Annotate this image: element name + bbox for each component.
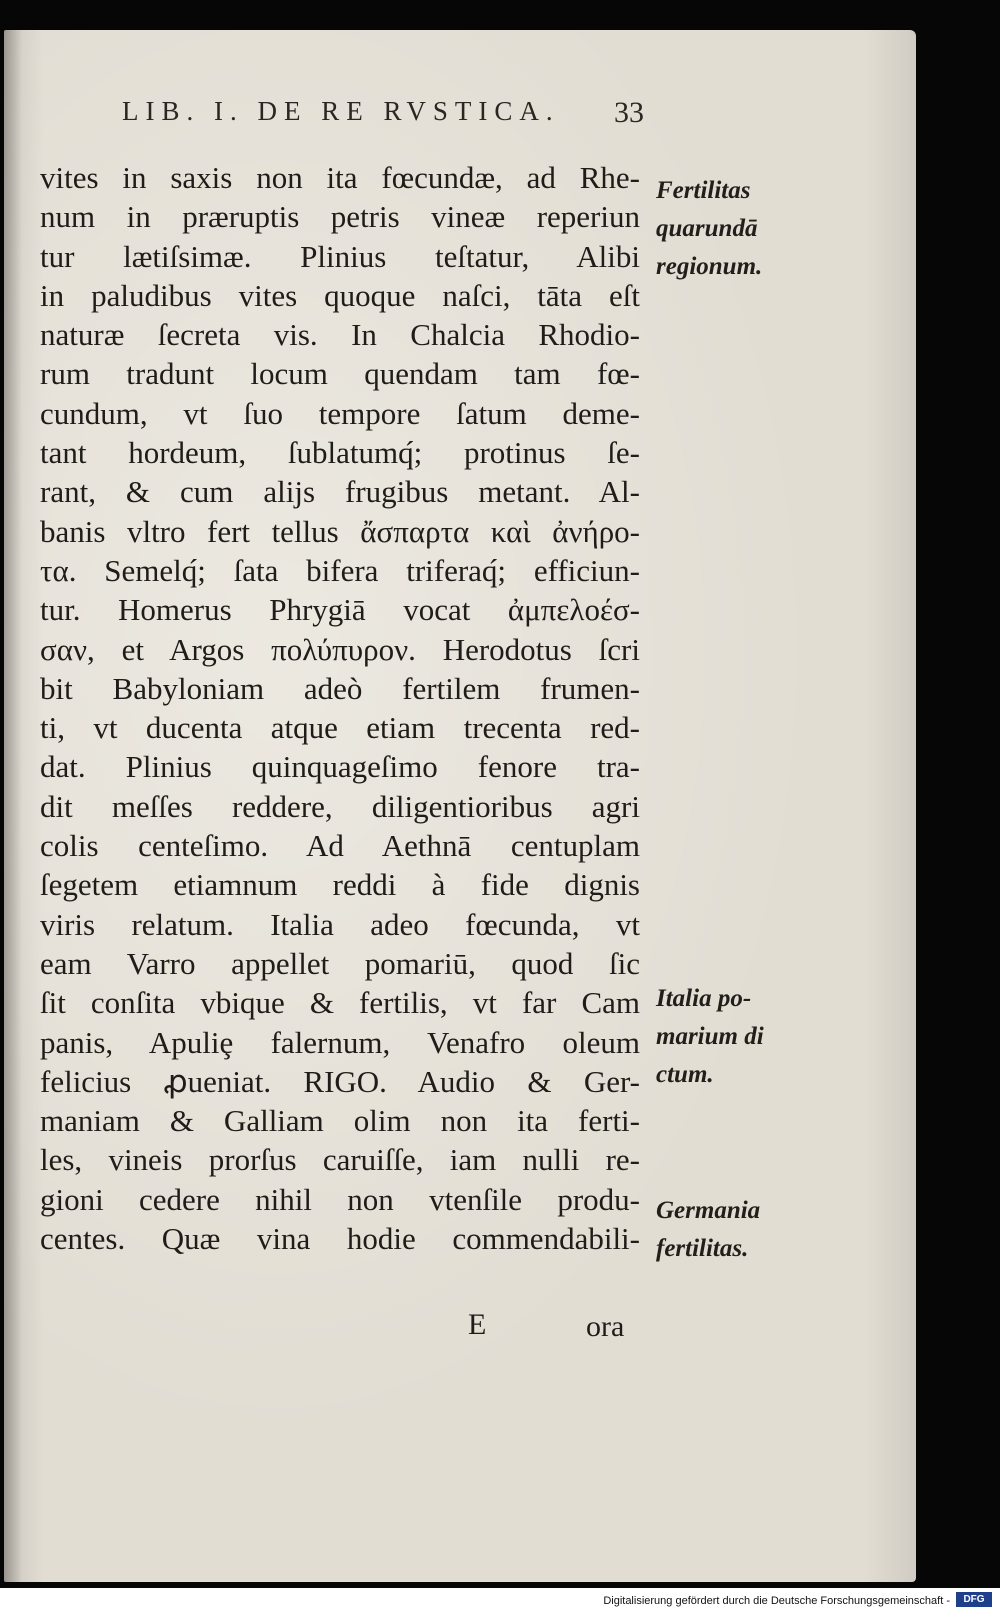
- dfg-logo[interactable]: DFG: [956, 1592, 992, 1607]
- text-line: vites in saxis non ita fœcundæ, ad Rhe-: [40, 160, 640, 195]
- text-line: ti, vt ducenta atque etiam trecenta red-: [40, 710, 640, 746]
- margin-note-italia: [656, 980, 764, 1094]
- signature-mark: E: [468, 1308, 487, 1341]
- text-line: les, vineis prorſus caruiſſe, iam nulli re-: [40, 1142, 640, 1178]
- margin-note-line: Fertilitas: [656, 177, 751, 204]
- text-line: banis vltro fert tellus ἄσπαρτα καὶ ἀνήρο-: [40, 513, 640, 549]
- margin-note-line: regionum.: [656, 253, 763, 280]
- gutter-shadow: [4, 30, 22, 1582]
- text-line: rum tradunt locum quendam tam fœ-: [40, 356, 640, 392]
- text-line: tant hordeum, ſublatumq́; protinus ſe-: [40, 435, 640, 471]
- text-line: naturæ ſecreta vis. In Chalcia Rhodio-: [40, 317, 640, 353]
- text-line: panis, Apuliȩ falernum, Venafro oleum: [40, 1024, 640, 1060]
- margin-note-line: ctum.: [656, 1061, 714, 1088]
- text-line: bit Babyloniam adeò fertilem frumen-: [40, 670, 640, 706]
- text-line: σαν, et Argos πολύπυρον. Herodotus ſcri: [40, 631, 640, 667]
- text-line: eam Varro appellet pomariū, quod ſic: [40, 945, 640, 981]
- text-line: viris relatum. Italia adeo fœcunda, vt: [40, 906, 640, 942]
- page-number: 33: [614, 96, 644, 129]
- text-line: cundum, vt ſuo tempore ſatum deme-: [40, 395, 640, 431]
- text-line: ſit conſita vbique & fertilis, vt far Cam: [40, 985, 640, 1021]
- credit-bar: [0, 1588, 1000, 1610]
- text-line: τα. Semelq́; ſata bifera triferaq́; efficiun-: [40, 552, 640, 588]
- margin-note-germania: [656, 1192, 760, 1268]
- catchword: ora: [586, 1310, 625, 1343]
- margin-note-line: marium di: [656, 1023, 764, 1050]
- margin-note-line: Germania: [656, 1197, 761, 1224]
- margin-note-line: quarundā: [656, 215, 758, 242]
- text-line: dat. Plinius quinquageſimo fenore tra-: [40, 749, 640, 785]
- text-line: centes. Quæ vina hodie commendabili-: [40, 1221, 640, 1257]
- text-line: num in præruptis petris vineæ reperiun: [40, 199, 640, 235]
- margin-note-line: fertilitas.: [656, 1235, 749, 1262]
- text-line: rant, & cum alijs frugibus metant. Al-: [40, 474, 640, 510]
- text-line: ſegetem etiamnum reddi à fide dignis: [40, 867, 640, 903]
- text-line: tur lætiſsimæ. Plinius teſtatur, Alibi: [40, 238, 640, 274]
- margin-note-fertilitas: [656, 172, 762, 286]
- text-line: colis centeſimo. Ad Aethnā centuplam: [40, 828, 640, 864]
- text-line: maniam & Galliam olim non ita ferti-: [40, 1103, 640, 1139]
- text-line: felicius ꝓueniat. RIGO. Audio & Ger-: [40, 1063, 640, 1099]
- text-line: gioni cedere nihil non vtenſile produ-: [40, 1181, 640, 1217]
- text-line: in paludibus vites quoque naſci, tāta eſt: [40, 277, 640, 313]
- text-line: dit meſſes reddere, diligentioribus agri: [40, 788, 640, 824]
- body-text: [40, 158, 640, 1258]
- text-line: tur. Homerus Phrygiā vocat ἀμπελοέσ-: [40, 592, 640, 628]
- running-head: LIB. I. DE RE RVSTICA.: [122, 96, 560, 126]
- margin-note-line: Italia po-: [656, 985, 752, 1012]
- funding-credit: Digitalisierung gefördert durch die Deutsche Forschungsgemeinschaft -: [603, 1595, 950, 1607]
- book-page: [4, 30, 916, 1582]
